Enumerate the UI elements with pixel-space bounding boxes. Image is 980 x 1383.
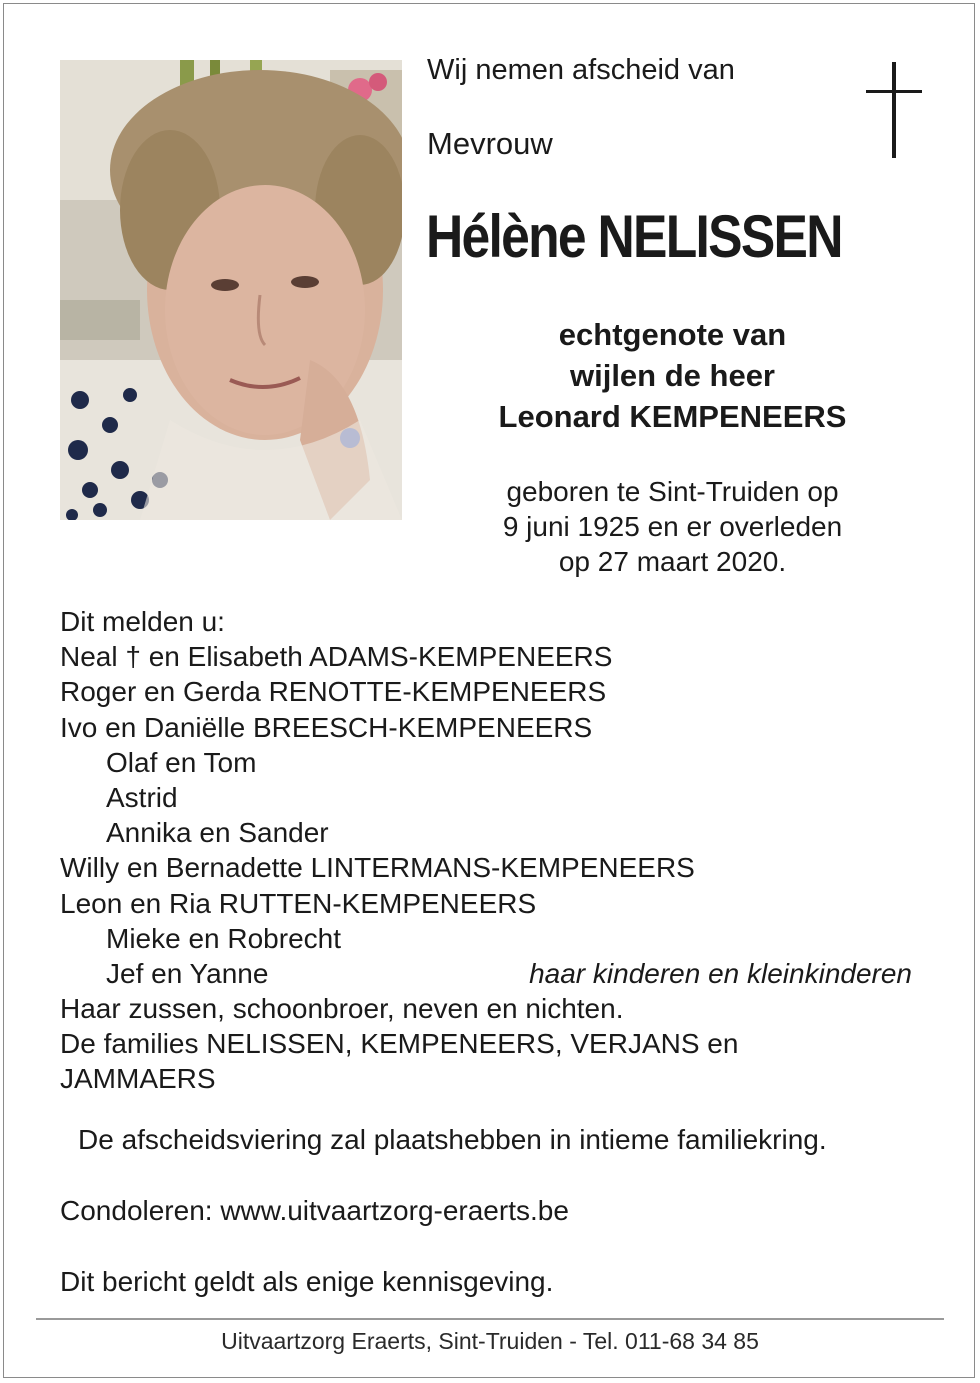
grandchild-row: Annika en Sander — [106, 817, 329, 849]
family-row: Ivo en Daniëlle BREESCH-KEMPENEERS — [60, 711, 593, 743]
family-row: Leon en Ria RUTTEN-KEMPENEERS — [60, 887, 537, 919]
condolences-text: Condoleren: www.uitvaartzorg-eraerts.be — [60, 1195, 569, 1226]
birth-death-block — [420, 474, 925, 579]
spouse-name: Leonard KEMPENEERS — [498, 399, 847, 434]
spouse-block — [420, 314, 925, 437]
grandchild-row: Astrid — [106, 781, 178, 813]
spouse-line-1: echtgenote van — [558, 317, 787, 352]
spouse-line-2: wijlen de heer — [569, 358, 775, 393]
family-row: JAMMAERS — [60, 1063, 216, 1095]
footer-divider — [36, 1318, 944, 1320]
relation-label: haar kinderen en kleinkinderen — [529, 957, 912, 989]
grandchild-row — [60, 956, 930, 991]
ceremony-text: De afscheidsviering zal plaatshebben in intieme familiekring. — [78, 1124, 827, 1155]
funeral-home-footer: Uitvaartzorg Eraerts, Sint-Truiden - Tel. 011-68 34 85 — [221, 1328, 759, 1354]
portrait-photo — [60, 60, 402, 520]
family-row: De families NELISSEN, KEMPENEERS, VERJANS en — [60, 1028, 739, 1060]
family-heading: Dit melden u: — [60, 606, 225, 637]
birth-line-1: geboren te Sint-Truiden op — [506, 476, 839, 507]
birth-line-3: op 27 maart 2020. — [558, 546, 787, 577]
intro-text: Wij nemen afscheid van — [427, 54, 735, 86]
birth-line-2: 9 juni 1925 en er overleden — [502, 511, 843, 542]
family-row: Roger en Gerda RENOTTE-KEMPENEERS — [60, 676, 607, 708]
cross-icon — [866, 62, 922, 158]
grandchild-name: Jef en Yanne — [106, 957, 269, 989]
family-list — [60, 604, 930, 1097]
grandchild-row: Olaf en Tom — [106, 746, 257, 778]
family-row: Neal † en Elisabeth ADAMS-KEMPENEERS — [60, 641, 613, 673]
family-row: Willy en Bernadette LINTERMANS-KEMPENEERS — [60, 852, 695, 884]
notice-text: Dit bericht geldt als enige kennisgeving. — [60, 1266, 554, 1297]
family-row: Haar zussen, schoonbroer, neven en nichten. — [60, 993, 624, 1025]
salutation: Mevrouw — [427, 126, 553, 161]
deceased-name: Hélène NELISSEN — [426, 203, 842, 270]
grandchild-row: Mieke en Robrecht — [106, 922, 342, 954]
